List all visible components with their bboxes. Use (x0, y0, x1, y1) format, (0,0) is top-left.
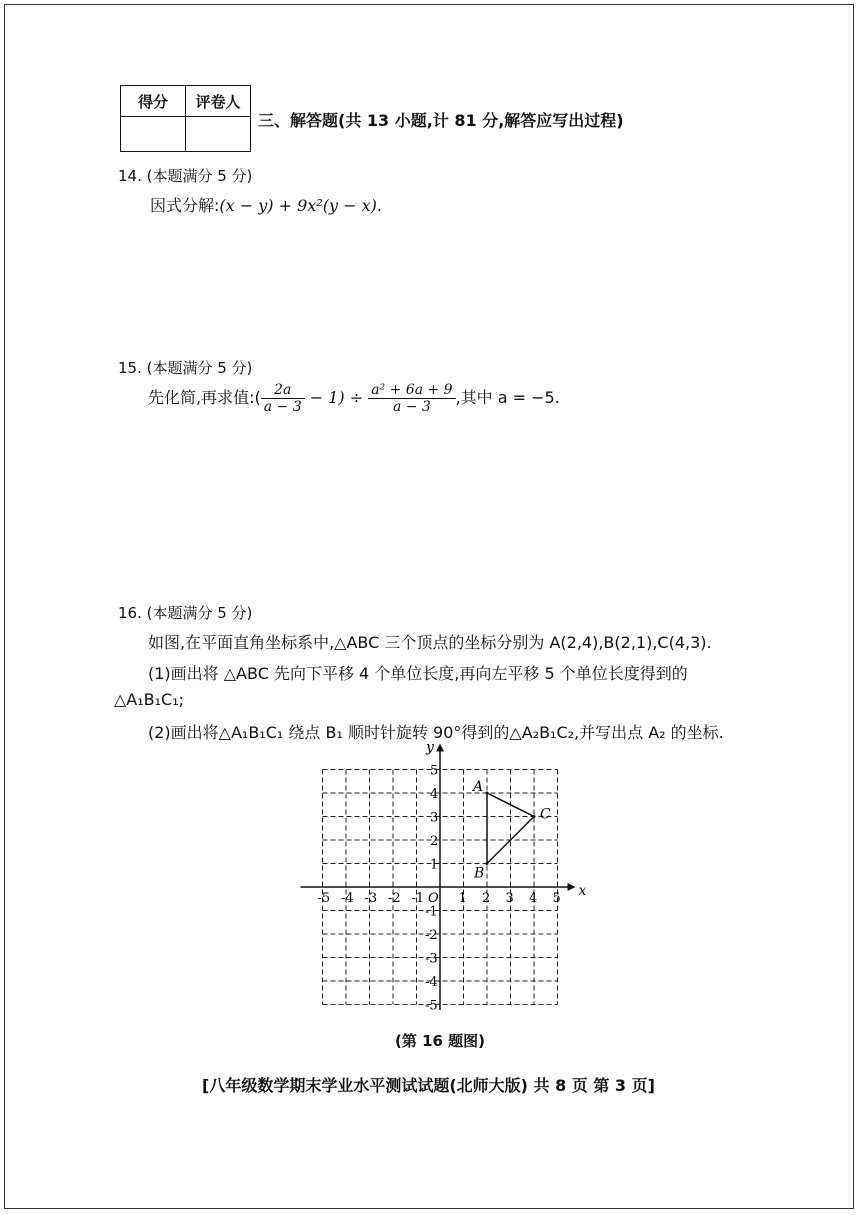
q16-line3: △A₁B₁C₁; (114, 690, 185, 709)
x-axis-label: x (578, 883, 587, 899)
x-tick-label: 1 (458, 891, 467, 906)
axes (301, 742, 587, 1010)
q14-prompt: 因式分解: (150, 196, 220, 215)
y-tick-label: -5 (425, 998, 438, 1010)
q15-tail: ,其中 a = −5. (455, 388, 560, 407)
score-table (120, 85, 251, 152)
vertex-point-b (486, 862, 489, 865)
q14-title: 14. (本题满分 5 分) (118, 167, 253, 185)
q16-title: 16. (本题满分 5 分) (118, 604, 253, 622)
x-tick-label: -4 (341, 891, 354, 906)
section-heading: 三、解答题(共 13 小题,计 81 分,解答应写出过程) (258, 111, 624, 130)
vertex-point-c (533, 815, 536, 818)
q15-fraction-2 (368, 382, 455, 415)
score-cell (121, 117, 186, 152)
q15-frac2-denominator: a − 3 (392, 399, 431, 415)
y-tick-label: 3 (430, 810, 439, 826)
q15-frac2-numerator: a² + 6a + 9 (368, 382, 455, 399)
x-tick-label: 3 (505, 891, 514, 906)
q16-line2: (1)画出将 △ABC 先向下平移 4 个单位长度,再向左平移 5 个单位长度得到的 (148, 664, 688, 683)
origin-label: O (428, 891, 439, 906)
y-tick-label: -3 (425, 951, 438, 967)
q16-line1: 如图,在平面直角坐标系中,△ABC 三个顶点的坐标分别为 A(2,4),B(2,1),C(4,3). (148, 633, 712, 652)
x-tick-label: -1 (411, 891, 425, 906)
coordinate-grid-figure (300, 742, 590, 1010)
score-header: 得分 (121, 86, 186, 117)
x-tick-label: 2 (482, 891, 491, 906)
vertex-label-a: A (473, 779, 484, 795)
vertex-label-c: C (540, 806, 551, 823)
y-axis-label: y (426, 742, 434, 756)
q16-line4: (2)画出将△A₁B₁C₁ 绕点 B₁ 顺时针旋转 90°得到的△A₂B₁C₂,并写出点 A₂ 的坐标. (148, 723, 724, 742)
y-tick-label: -2 (425, 928, 438, 943)
figure-caption: (第 16 题图) (395, 1032, 486, 1050)
q15-mid: − 1) ÷ (304, 388, 369, 407)
y-tick-label: 5 (430, 763, 439, 779)
page-footer: [八年级数学期末学业水平测试试题(北师大版) 共 8 页 第 3 页] (202, 1076, 655, 1095)
q15-prompt: 先化简,再求值:( (148, 388, 261, 407)
x-tick-label: -3 (364, 891, 378, 906)
x-tick-label: -5 (317, 891, 331, 906)
vertex-point-a (486, 792, 489, 795)
q15-fraction-1 (261, 382, 305, 415)
x-tick-label: -2 (388, 891, 401, 906)
q15-frac1-denominator: a − 3 (263, 399, 302, 415)
y-tick-label: -1 (425, 904, 438, 920)
y-axis-arrow (436, 744, 444, 752)
y-tick-label: 1 (430, 857, 439, 873)
grader-header: 评卷人 (186, 86, 251, 117)
vertex-label-b: B (474, 865, 485, 882)
y-tick-label: -4 (425, 975, 438, 990)
x-tick-label: 5 (552, 891, 561, 906)
q14-expression: (x − y) + 9x²(y − x). (219, 196, 382, 215)
x-tick-label: 4 (529, 891, 538, 906)
q15-body (148, 382, 560, 415)
q14-body (150, 193, 382, 216)
y-tick-label: 4 (430, 787, 439, 802)
q15-frac1-numerator: 2a (261, 382, 305, 399)
y-tick-label: 2 (430, 834, 439, 849)
q15-title: 15. (本题满分 5 分) (118, 359, 253, 377)
grader-cell (186, 117, 251, 152)
x-axis-arrow (568, 883, 576, 891)
